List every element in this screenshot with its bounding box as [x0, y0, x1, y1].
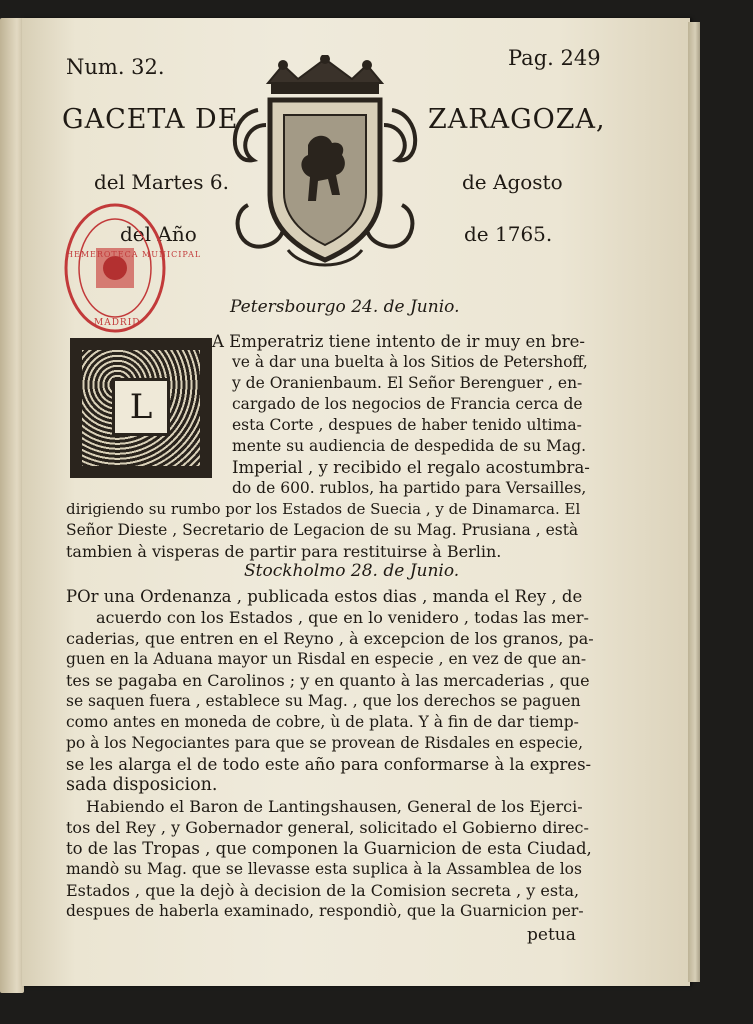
article-2-line: Estados , que la dejò à decision de la Comision secreta , y esta, — [66, 881, 580, 900]
facing-page-edge — [0, 18, 24, 993]
title-left: GACETA DE — [62, 104, 239, 135]
article-2-line: mandò su Mag. que se llevasse esta suplica à la Assamblea de los — [66, 860, 582, 878]
article-2-line: como antes en moneda de cobre, ù de plata. Y à fin de dar tiemp- — [66, 713, 579, 731]
dateline-stockholmo: Stockholmo 28. de Junio. — [244, 561, 460, 581]
date-weekday: del Martes 6. — [94, 170, 229, 194]
article-1-line: tambien à visperas de partir para restituirse à Berlin. — [66, 542, 502, 561]
article-2-line: se saquen fuera , establece su Mag. , que los derechos se paguen — [66, 692, 581, 710]
article-2-line: despues de haberla examinado, respondiò, que la Guarnicion per- — [66, 902, 584, 920]
article-1-line: y de Oranienbaum. El Señor Berenguer , en- — [232, 374, 583, 392]
stamp-text-bottom: MADRID — [94, 318, 141, 328]
article-1-line: do de 600. rublos, ha partido para Versailles, — [232, 479, 587, 497]
article-1-line: dirigiendo su rumbo por los Estados de Suecia , y de Dinamarca. El — [66, 500, 581, 518]
article-2-line: POr una Ordenanza , publicada estos dias , manda el Rey , de — [66, 587, 583, 606]
article-1-line: mente su audiencia de despedida de su Mag. — [232, 437, 587, 455]
stamp-text-top: HEMEROTECA MUNICIPAL — [66, 250, 202, 259]
library-stamp — [62, 200, 168, 336]
page-number: Pag. 249 — [508, 46, 601, 70]
article-1-line: ve à dar una buelta à los Sitios de Petershoff, — [232, 353, 588, 371]
article-1-line: Señor Dieste , Secretario de Legacion de su Mag. Prusiana , està — [66, 521, 579, 539]
initial-letter: L — [112, 378, 170, 436]
article-1-line: cargado de los negocios de Francia cerca de — [232, 395, 583, 413]
article-2-line: se les alarga el de todo este año para conformarse à la expres- — [66, 755, 592, 774]
decorated-initial — [70, 338, 212, 478]
article-1-line: Imperial , y recibido el regalo acostumbra- — [232, 458, 590, 477]
dateline-petersbourgo: Petersbourgo 24. de Junio. — [230, 297, 460, 317]
article-2-line: tes se pagaba en Carolinos ; y en quanto à las mercaderias , que — [66, 671, 590, 690]
article-2-line: caderias, que entren en el Reyno , à excepcion de los granos, pa- — [66, 629, 594, 648]
catchword: petua — [527, 925, 576, 945]
title-right: ZARAGOZA, — [428, 104, 606, 135]
article-2-line: Habiendo el Baron de Lantingshausen, General de los Ejerci- — [86, 797, 583, 816]
article-2-line: po à los Negociantes para que se provean de Risdales en especie, — [66, 734, 584, 752]
date-year-label: del Año — [120, 222, 197, 246]
coat-of-arms-emblem — [228, 55, 422, 277]
article-2-line: guen en la Aduana mayor un Risdal en especie , en vez de que an- — [66, 650, 587, 668]
article-1-line: esta Corte , despues de haber tenido ultima- — [232, 416, 582, 434]
article-2-line: acuerdo con los Estados , que en lo venidero , todas las mer- — [96, 608, 589, 627]
article-2-line: to de las Tropas , que componen la Guarnicion de esta Ciudad, — [66, 839, 592, 858]
date-month: de Agosto — [462, 170, 563, 194]
date-year: de 1765. — [464, 222, 553, 246]
issue-number: Num. 32. — [66, 55, 165, 79]
article-2-line: sada disposicion. — [66, 775, 218, 795]
page-edge — [688, 22, 700, 982]
article-2-line: tos del Rey , y Gobernador general, solicitado el Gobierno direc- — [66, 818, 589, 837]
article-1-line: A Emperatriz tiene intento de ir muy en bre- — [212, 332, 585, 351]
